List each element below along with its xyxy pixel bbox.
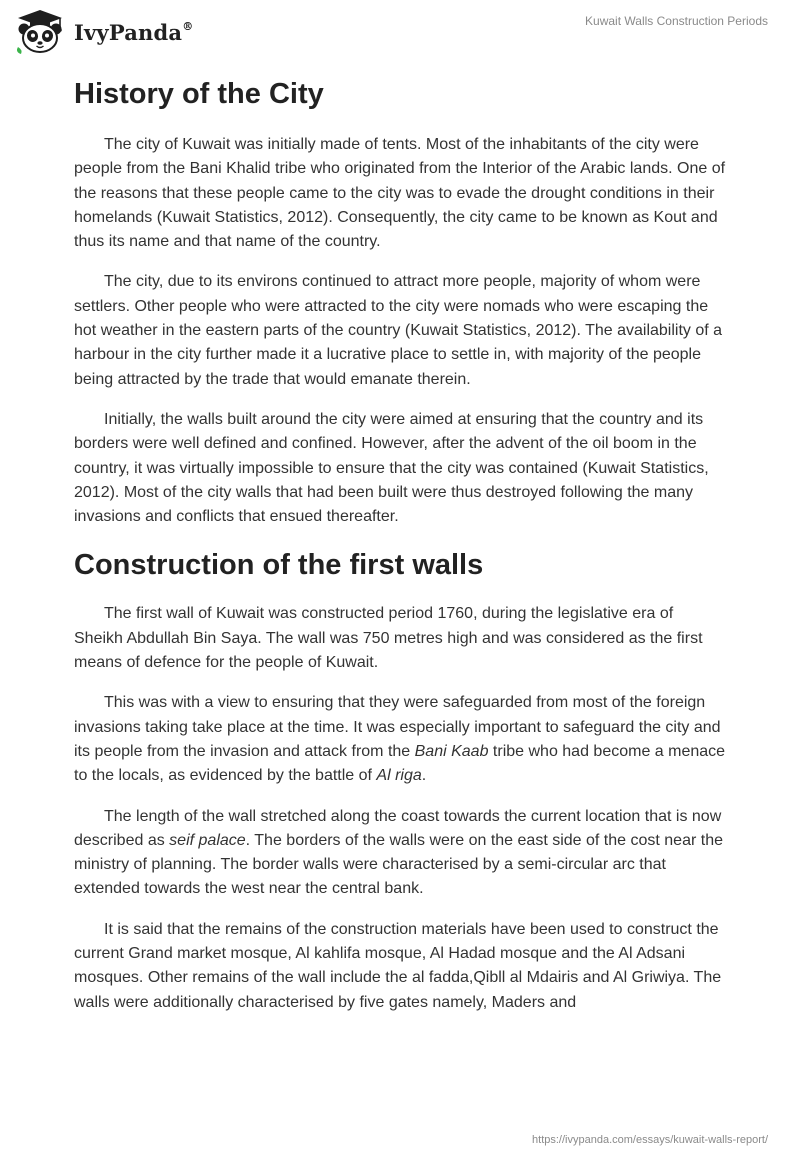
- panda-graduate-icon: [14, 9, 66, 55]
- emphasis-place-name: seif palace: [169, 831, 246, 849]
- ivypanda-logo[interactable]: [14, 9, 193, 55]
- paragraph: The city, due to its environs continued to attract more people, majority of whom were settlers. Other people who were attracted to the city were nomads who were escaping the hot weather in the eastern parts of the country (Kuwait Statistics, 2012). The availability of a harbour in the city further made it a lucrative place to settle in, with majority of the people being attracted by the trade that would emanate therein.: [74, 273, 723, 388]
- document-title: Kuwait Walls Construction Periods: [585, 14, 768, 28]
- article-body: [74, 72, 726, 1015]
- section-heading-first-walls: Construction of the first walls: [74, 549, 484, 582]
- paragraph: It is said that the remains of the construction materials have been used to construct the current Grand market mosque, Al kahlifa mosque, Al Hadad mosque and the Al Adsani mosques. Other remains of the wall include the al fadda,Qibll al Mdairis and Al Griwiya. The walls were additionally characterised by five gates namely, Maders and: [74, 920, 722, 1011]
- paragraph: This was with a view to ensuring that they were safeguarded from most of the foreign invasions taking take place at the time. It was especially important to safeguard the city and its people from the invasion and attack from the Bani Kaab tribe who had become a menace to the locals, as evidenced by the battle of Al riga.: [74, 694, 726, 785]
- page-header: [0, 0, 800, 62]
- source-url[interactable]: https://ivypanda.com/essays/kuwait-walls-report/: [532, 1134, 768, 1146]
- emphasis-battle-name: Al riga: [376, 767, 422, 785]
- paragraph: Initially, the walls built around the city were aimed at ensuring that the country and its borders were well defined and confined. However, after the advent of the oil boom in the country, it was virtually impossible to ensure that the city was contained (Kuwait Statistics, 2012). Most of the city walls that had been built were thus destroyed following the many invasions and conflicts that ensued thereafter.: [74, 410, 709, 526]
- paragraph: The length of the wall stretched along the coast towards the current location that is now described as seif palace. The borders of the walls were on the east side of the cost near the ministry of planning. The border walls were characterised by a semi-circular arc that extended towards the west near the central bank.: [74, 807, 723, 898]
- emphasis-tribe-name: Bani Kaab: [414, 742, 489, 760]
- paragraph: The city of Kuwait was initially made of tents. Most of the inhabitants of the city were people from the Bani Khalid tribe who originated from the Interior of the Arabic lands. One of the reasons that these people came to the city was to evade the drought conditions in their homelands (Kuwait Statistics, 2012). Consequently, the city came to be known as Kout and thus its name and that name of the country.: [74, 136, 726, 251]
- paragraph: The first wall of Kuwait was constructed period 1760, during the legislative era of Sheikh Abdullah Bin Saya. The wall was 750 metres high and was considered as the first means of defence for the people of Kuwait.: [74, 605, 703, 672]
- brand-name: IvyPanda®: [74, 19, 194, 45]
- section-heading-history: History of the City: [74, 78, 324, 110]
